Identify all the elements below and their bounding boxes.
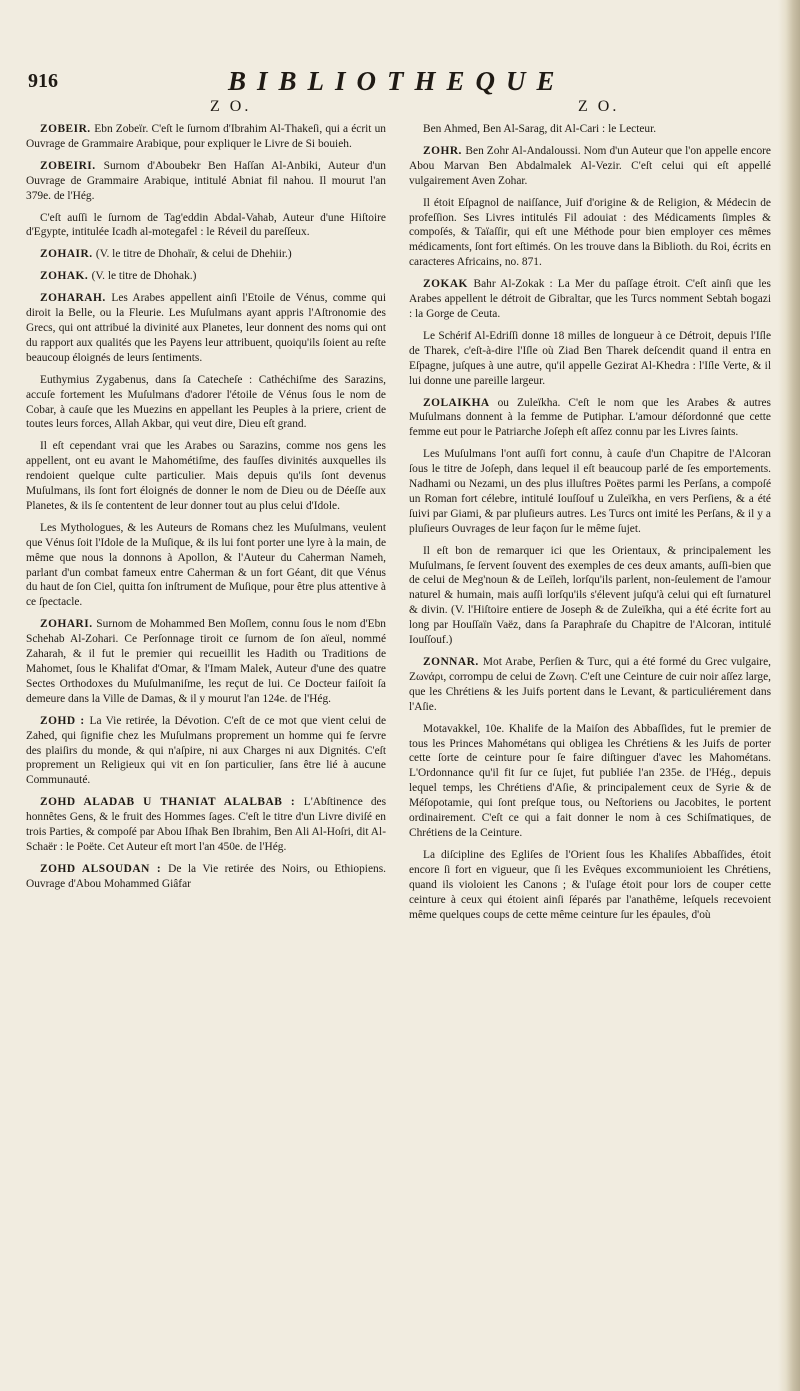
catchword-left: Z O. <box>210 98 252 115</box>
entry-text: Ben Zohr Al-Andaloussi. Nom d'un Auteur que l'on appelle encore Abou Marvan Ben Abdalmalek Al-Vezir. C'eſt celui qui eſt appellé vulgairement Aven Zohar. <box>409 144 771 187</box>
dictionary-entry <box>409 722 771 841</box>
dictionary-entry <box>26 373 386 433</box>
entry-headword: ZOHD : <box>40 714 90 727</box>
entry-headword: ZOLAIKHA <box>423 396 498 409</box>
entry-text: Il eſt cependant vrai que les Arabes ou Sarazins, comme nos gens les appellent, ont eu avant le Mahométiſme, des fauſſes divinités auxquelles ils rendoient quelque culte particulier. Mais depuis qu'ils ſont devenus Muſulmans, ils ſont fort éloignés de donner le nom de Dieu ou de Déeſſe aux Planetes, & ils ſe contentent de leur donner tout au plus celui d'Idole. <box>26 440 386 512</box>
entry-headword: ZOBEIR. <box>40 123 95 135</box>
entry-text: La Vie retirée, la Dévotion. C'eſt de ce mot que vient celui de Zahed, qui ſignifie chez les Muſulmans proprement un homme qui fe ſervre des plaiſirs du monde, & qui n'aſpire, ni aux Charges ni aux Dignités. C'eſt proprement un Religieux qui vit en ſon particulier, ſans être lié à aucune Communauté. <box>26 714 386 787</box>
dictionary-entry <box>409 329 771 389</box>
entry-text: ou Zuleïkha. C'eſt le nom que les Arabes & autres Muſulmans donnent à la femme de Putiphar. L'amour déſordonné que cette femme eut pour le Patriarche Joſeph eſt aſſez connu par les Livres ſaints. <box>409 396 771 439</box>
entry-text: Mot Arabe, Perſien & Turc, qui a été formé du Grec vulgaire, Ζωνάρι, corrompu de celui de Ζωνη. C'eſt une Ceinture de cuir noir aſſez large, que les Chrétiens & les Juifs portent dans le Levant, & particuliérement dans l'Aſie. <box>409 656 771 713</box>
dictionary-entry <box>26 211 386 241</box>
dictionary-entry <box>26 159 386 204</box>
dictionary-entry <box>409 144 771 189</box>
entry-text: Il étoit Eſpagnol de naiſſance, Juif d'origine & de Religion, & Médecin de profeſſion. Ses Livres intitulés Fil adouiat : des Médicaments ſimples & compoſés, & Taïaſſir, qui eſt une Méthode pour bien employer ces mêmes médicaments, ſont fort eſtimés. On les trouve dans la Biblioth. du Roi, écrits en caracteres Africains, no. 871. <box>409 196 771 269</box>
dictionary-entry <box>26 862 386 892</box>
dictionary-entry <box>409 655 771 715</box>
dictionary-entry <box>409 396 771 441</box>
entry-headword: ZOHAIR. <box>40 248 96 261</box>
entry-text: Ebn Zobeïr. C'eſt le ſurnom d'Ibrahim Al-Thakeſi, qui a écrit un Ouvrage de Grammaire Arabique, pour expliquer le Livre de Si bouieh. <box>26 123 386 150</box>
entry-text: La diſcipline des Egliſes de l'Orient ſous les Khaliſes Abbaſſides, étoit encore ſi fort en vigueur, que ſi les Evêques excommunioient les Chrétiens, quand ils violoient les Canons ; & l'uſage étoit pour lors de couper cette ceinture à ceux qui étoient ainſi ſéparés par l'anathême, leſquels recevoient même quelques coups de cette même ceinture ſur les épaules, d'où <box>409 848 771 921</box>
dictionary-entry <box>26 795 386 855</box>
entry-headword: ZOHD ALADAB U THANIAT ALALBAB : <box>40 796 304 809</box>
entry-headword: ZOBEIRI. <box>40 159 104 172</box>
entry-text: (V. le titre de Dhohak.) <box>91 270 197 283</box>
dictionary-entry <box>409 447 771 536</box>
dictionary-entry <box>409 277 771 322</box>
entry-text: Il eſt bon de remarquer ici que les Orientaux, & principalement les Muſulmans, ſe ſervent ſouvent des exemples de ces deux amants, auſſi-bien que de celui de Meg'noun & de Leïleh, lorſqu'ils parlent, non-ſeulement de l'amour naturel & humain, mais auſſi lorſqu'ils s'élevent juſqu'à celui qui eſt ſurnaturel & divin. (V. l'Hiſtoire entiere de Joseph & de Zuleïkha, qui a été écrite fort au long par Houſſaïn Vaëz, dans ſa Paraphraſe du Chapitre de l'Alcoran, intitulé Iouſſouf.) <box>409 544 771 647</box>
entry-headword: ZOHAK. <box>40 270 92 283</box>
dictionary-entry <box>409 848 771 923</box>
entry-headword: ZONNAR. <box>423 656 483 668</box>
page-gutter-shadow <box>778 0 800 1391</box>
dictionary-entry <box>26 521 386 610</box>
page-number: 916 <box>28 70 58 92</box>
entry-text: Le Schérif Al-Edriſſi donne 18 milles de longueur à ce Détroit, depuis l'Iſle de Tharek, c'eſt-à-dire l'Iſle où Ziad Ben Tharek deſcendit quand il entra en Eſpagne, juſques à une autre, qu'il appelle Gezirat Al-Khedra : l'Iſle Verte, & il lui donne une pareille largeur. <box>409 329 771 387</box>
dictionary-entry <box>26 439 386 514</box>
entry-text: De la Vie retirée des Noirs, ou Ethiopiens. Ouvrage d'Abou Mohammed Giâfar <box>26 862 386 890</box>
entry-text: C'eſt auſſi le ſurnom de Tag'eddin Abdal-Vahab, Auteur d'une Hiſtoire d'Egypte, intitulée Icadh al-motegafel : le Réveil du pareſſeux. <box>26 211 386 239</box>
entry-headword: ZOHARAH. <box>40 292 112 305</box>
catchword-right: Z O. <box>578 98 620 115</box>
dictionary-entry <box>409 196 771 271</box>
dictionary-entry <box>26 291 386 366</box>
dictionary-entry <box>26 247 386 262</box>
left-column <box>26 122 386 899</box>
dictionary-entry <box>26 714 386 789</box>
dictionary-entry <box>26 269 386 284</box>
running-title: BIBLIOTHEQUE <box>228 66 566 96</box>
entry-text: L'Abſtinence des honnêtes Gens, & le fruit des Hommes ſages. C'eſt le titre d'un Livre diviſé en trois Parties, & compoſé par Abou Iſhak Ben Ibrahim, Ben Ali Al-Hoſri, dit Al-Schaër : le Poëte. Cet Auteur eſt mort l'an 450e. de l'Hég. <box>26 796 386 853</box>
entry-text: Surnom d'Aboubekr Ben Haſſan Al-Anbiki, Auteur d'un Ouvrage de Grammaire Arabique, intitulé Abniat fil nahou. Il mourut l'an 379e. de l'Hég. <box>26 159 386 202</box>
dictionary-entry <box>26 122 386 152</box>
page-header <box>28 68 768 94</box>
entry-text: Euthymius Zygabenus, dans ſa Catecheſe : Cathéchiſme des Sarazins, accuſe fortement les Muſulmans d'adorer l'étoile de Vénus ſous le nom de Cobar, à cauſe que les Muezins en appellant les Peuples à la priere, crient de toutes leurs forces, Allah Akbar, qui veut dire, Dieu eſt grand. <box>26 373 386 431</box>
right-column <box>409 122 771 929</box>
entry-text: Motavakkel, 10e. Khalife de la Maiſon des Abbaſſides, fut le premier de tous les Princes Mahométans qui obligea les Chrétiens & les Juifs de porter cette ſorte de ceinture pour ſe faire diſtinguer d'avec les Mahométans. L'Ordonnance qu'il fit ſur ce ſujet, fut publiée l'an 235e. de l'Hég., depuis lequel temps, les Chrétiens d'Aſie, & principalement ceux de Syrie & de Méſopotamie, qui ſont preſque tous, ou Neſtoriens ou Jacobites, le portent ordinairement. C'eſt ce qui a fait donner le nom à ces Schiſmatiques, de Chrétiens de la Ceinture. <box>409 722 771 839</box>
entry-text: (V. le titre de Dhohaïr, & celui de Dhehiir.) <box>95 248 292 261</box>
entry-headword: ZOHARI. <box>40 618 97 631</box>
entry-text: Ben Ahmed, Ben Al-Sarag, dit Al-Cari : le Lecteur. <box>423 123 657 135</box>
entry-text: Les Mythologues, & les Auteurs de Romans chez les Muſulmans, veulent que Vénus ſoit l'Idole de la Muſique, & ils lui font porter une lyre à la main, de même que nous la donnons à Apollon, & l'Auteur du Caherman Nameh, parlant d'un combat fameux entre Caherman & un fort Géant, dit que Vénus du haut de ſon Ciel, quitta ſon inſtrument de Muſique, pour être plus attentive à ce ſpectacle. <box>26 521 386 609</box>
entry-text: Surnom de Mohammed Ben Moſlem, connu ſous le nom d'Ebn Schehab Al-Zohari. Ce Perſonnage tiroit ce ſurnom de ſon aïeul, nommé Zaharah, & il fut le premier qui recueillit les Hadith ou Traditions de Mahomet, ſous le Khalifat d'Omar, & l'Imam Malek, Auteur d'une des quatre Sectes Orthodoxes du Muſulmaniſme, les reçut de lui. Ce Docteur faiſoit ſa demeure dans la Ville de Damas, & il y mourut l'an 124e. de l'Hég. <box>26 618 386 705</box>
entry-text: Bahr Al-Zokak : La Mer du paſſage étroit. C'eſt ainſi que les Arabes appellent le détroit de Gibraltar, que les Turcs nomment Sebtah bogazi : la Gorge de Ceuta. <box>409 278 771 320</box>
entry-headword: ZOHD ALSOUDAN : <box>40 862 169 875</box>
dictionary-entry <box>409 544 771 648</box>
entry-headword: ZOHR. <box>423 144 466 157</box>
entry-text: Les Muſulmans l'ont auſſi fort connu, à cauſe d'un Chapitre de l'Alcoran ſous le titre de Joſeph, dans lequel il eſt beaucoup parlé de ſes emportements. Nadhami ou Nezami, un des plus illuſtres Poëtes parmi les Perſans, a compoſé un Roman fort célebre, intitulé Iouſſouf u Zuleïkha, en vers Perſiens, & a été ſuivi par Giami, & par pluſieurs autres. Les Turcs ont imité les Perſans, & il y a pluſieurs Ouvrages de leur façon ſur le même ſujet. <box>409 448 771 535</box>
entry-text: Les Arabes appellent ainſi l'Etoile de Vénus, comme qui diroit la Belle, ou la Fleurie. Les Muſulmans ayant appris l'Aſtronomie des Grecs, qui ont attribué la divinité aux Planetes, leur donnent des noms qui ont du rapport aux qualités que les Payens leur attribuent, quoiqu'ils ſoient au reſte beaucoup éloignés de leurs ſentiments. <box>26 292 386 364</box>
dictionary-entry <box>409 122 771 137</box>
dictionary-entry <box>26 617 386 706</box>
entry-headword: ZOKAK <box>423 278 474 291</box>
